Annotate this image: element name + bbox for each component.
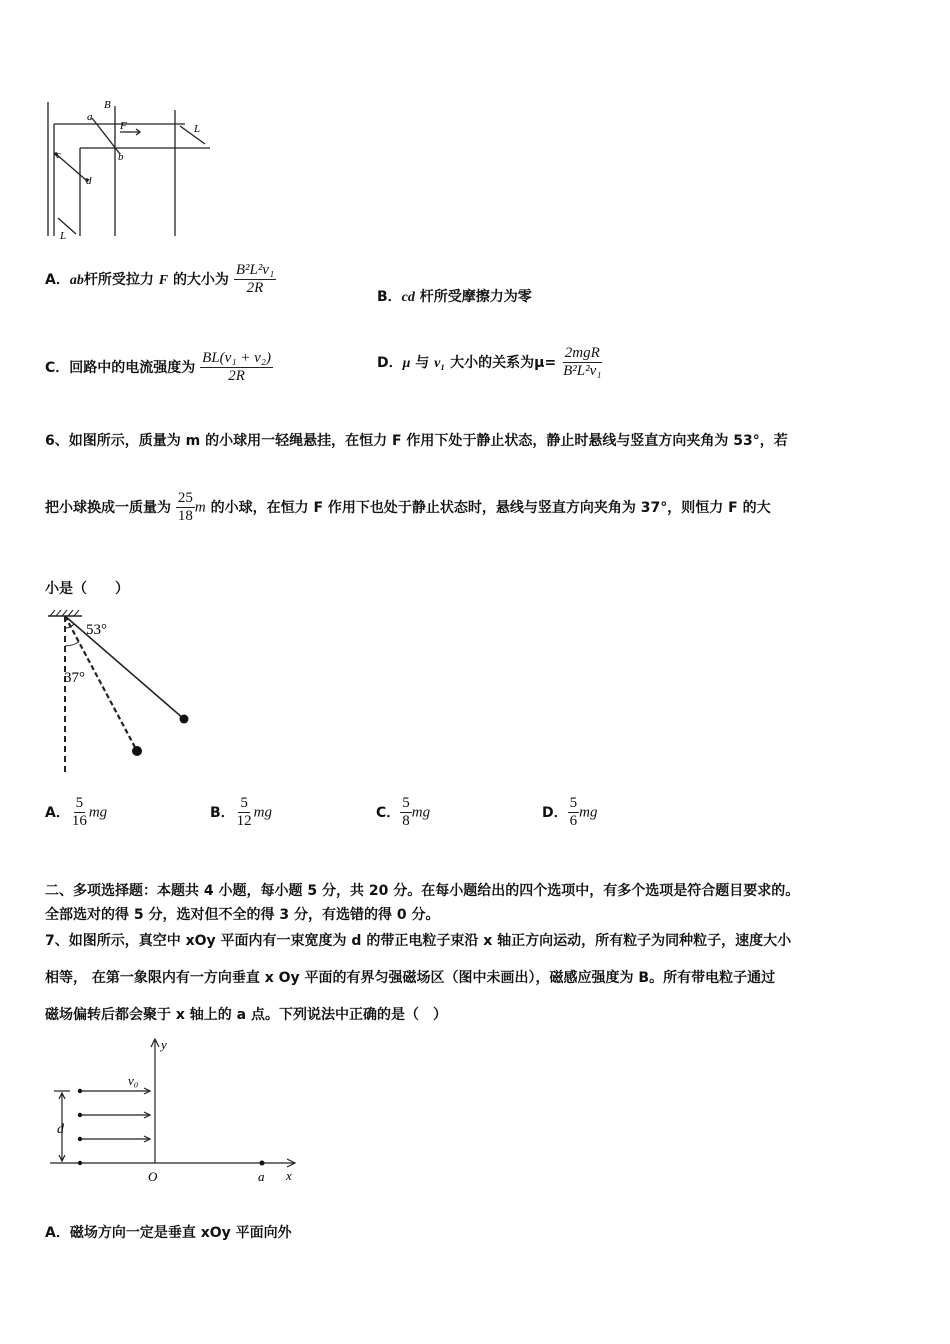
q6-line1: 6、如图所示，质量为 m 的小球用一轻绳悬挂，在恒力 F 作用下处于静止状态，静止时悬线与竖直方向夹角为 53°，若 [45, 433, 788, 449]
section2-line2: 全部选对的得 5 分，选对但不全的得 3 分，有选错的得 0 分。 [45, 907, 440, 923]
label-L-bottom: L [60, 230, 67, 242]
label-B: B [104, 99, 111, 111]
q6-line2: 把小球换成一质量为 $\frac{25}{18}$ m 的小球，在恒力 F 作用下也处于静止状态时，悬线与竖直方向夹角为 37°，则恒力 F 的大 [45, 490, 771, 525]
label-a: a [87, 111, 93, 123]
rails-figure [40, 96, 220, 246]
label-L-top: L [194, 123, 201, 135]
d-label: d [57, 1122, 64, 1137]
q5-option-b: B．cd 杆所受摩擦力为零 [377, 289, 532, 305]
q5-c-fraction: $\frac{\text{BL(v₁ + v₂)}}{2R}$ [202, 350, 272, 385]
q5-option-d: D．μ 与 v₁ 大小的关系为μ= $\frac{\text{2mgR}}{\text{B²L²v₁}}$ [377, 345, 602, 380]
label-F: F [120, 120, 127, 132]
q5-option-c: C．回路中的电流强度为 $\frac{\text{BL(v₁ + v₂)}}{2R}$ [45, 350, 272, 385]
label-c: c [56, 149, 61, 161]
origin-label: O [148, 1169, 158, 1184]
q6-option-c: C． $\frac{5}{8}$ mg [376, 795, 431, 830]
q6-option-b: B． $\frac{5}{12}$ mg [210, 795, 273, 830]
point-a-label: a [258, 1169, 265, 1184]
q6-option-a: A． $\frac{5}{16}$ mg [45, 795, 108, 830]
q5-d-fraction: $\frac{\text{2mgR}}{\text{B²L²v₁}}$ [563, 345, 602, 380]
angle-37: 37° [64, 670, 85, 686]
angle-53: 53° [86, 622, 107, 638]
axis-y-label: y [161, 1037, 167, 1052]
axis-x-label: x [286, 1168, 292, 1183]
v0-label: v₀ [128, 1073, 139, 1088]
q5-a-fraction: $\frac{\text{B²L²v₁}}{2R}$ [235, 262, 275, 297]
label-b: b [118, 151, 124, 163]
q7-line2: 相等， 在第一象限内有一方向垂直 x Oy 平面的有界匀强磁场区（图中未画出），磁感应强度为 B。所有带电粒子通过 [45, 970, 776, 986]
beam-figure [40, 1033, 310, 1188]
q6-option-d: D． $\frac{5}{6}$ mg [542, 795, 598, 830]
q7-line3: 磁场偏转后都会聚于 x 轴上的 a 点。下列说法中正确的是（ ） [45, 1007, 447, 1023]
pendulum-figure [42, 606, 202, 781]
q7-line1: 7、如图所示，真空中 xOy 平面内有一束宽度为 d 的带正电粒子束沿 x 轴正方向运动，所有粒子为同种粒子，速度大小 [45, 933, 792, 949]
section2-line1: 二、多项选择题：本题共 4 小题，每小题 5 分，共 20 分。在每小题给出的四个选项中，有多个选项是符合题目要求的。 [45, 883, 800, 899]
q6-line3: 小是（ ） [45, 581, 129, 597]
q6-mass-fraction: $\frac{25}{18}$ [177, 490, 193, 525]
q5-option-a: A．ab杆所受拉力 F 的大小为 $\frac{\text{B²L²v₁}}{2R}$ [45, 262, 275, 297]
q7-option-a: A．磁场方向一定是垂直 xOy 平面向外 [45, 1225, 292, 1241]
label-d: d [86, 175, 92, 187]
